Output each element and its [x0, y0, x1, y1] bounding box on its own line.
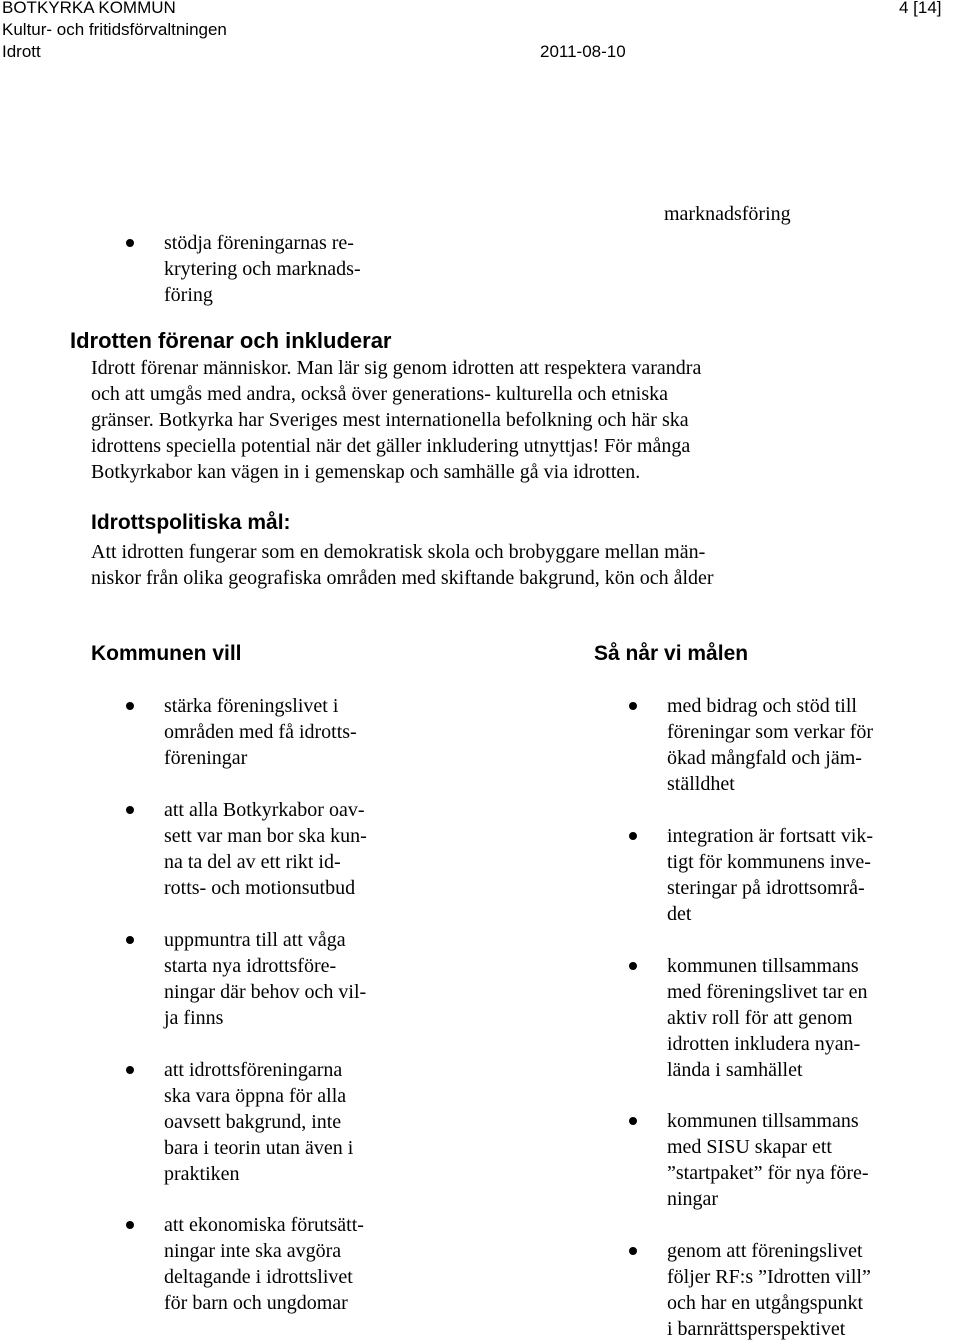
list-item-text: uppmuntra till att våga starta nya idrottsföre- ningar där behov och vil- ja finns — [164, 929, 367, 1029]
list-item-text: med bidrag och stöd till föreningar som verkar för ökad mångfald och jäm- ställdhet — [667, 695, 874, 795]
bullet-icon — [629, 1247, 637, 1255]
list-item — [126, 230, 486, 310]
bullet-icon — [126, 806, 134, 814]
bullet-icon — [126, 936, 134, 944]
goals-paragraph: Att idrotten fungerar som en demokratisk skola och brobyggare mellan män- niskor från olika geografiska områden med skiftande bakgrund, kön och ålder — [91, 541, 714, 589]
header-department: Kultur- och fritidsförvaltningen — [2, 20, 227, 39]
right-column-title: Så når vi målen — [594, 642, 749, 665]
list-item-text: integration är fortsatt vik- tigt för kommunens inve- steringar på idrottsområ- det — [667, 825, 874, 925]
list-item — [126, 1212, 466, 1318]
list-item — [126, 1057, 466, 1189]
list-item-text: att idrottsföreningarna ska vara öppna för alla oavsett bakgrund, inte bara i teorin utan även i praktiken — [164, 1059, 354, 1185]
bullet-icon — [629, 702, 637, 710]
left-column-title: Kommunen vill — [91, 642, 242, 665]
list-item-text: att ekonomiska förutsätt- ningar inte ska avgöra deltagande i idrottslivet för barn och ungdomar — [164, 1214, 364, 1314]
bullet-icon — [629, 832, 637, 840]
list-item-text: genom att föreningslivet följer RF:s ”Idrotten vill” och har en utgångspunkt i barnrättsperspektivet — [667, 1240, 871, 1340]
list-item — [126, 797, 466, 903]
top-right-fragment: marknadsföring — [664, 203, 791, 225]
bullet-icon — [629, 962, 637, 970]
list-item — [629, 693, 949, 799]
page-number: 4 [14] — [899, 0, 942, 17]
list-item — [126, 693, 466, 773]
section-paragraph: Idrott förenar människor. Man lär sig genom idrotten att respektera varandra och att umgås med andra, också över generations- kulturella och etniska gränser. Botkyrka har Sveriges mest internationella befolkning och här ska idrottens speciella potential när det gäller inkludering utnyttjas! För många Botkyrkabor kan vägen in i gemenskap och samhälle gå via idrotten. — [91, 357, 702, 483]
list-item — [629, 953, 949, 1085]
list-item-text: stödja föreningarnas re- krytering och marknads- föring — [164, 232, 361, 306]
list-item-text: stärka föreningslivet i områden med få idrotts- föreningar — [164, 695, 357, 769]
bullet-icon — [126, 702, 134, 710]
header-date: 2011-08-10 — [540, 42, 626, 61]
list-item — [126, 927, 466, 1033]
bullet-icon — [126, 239, 134, 247]
list-item — [629, 1108, 949, 1214]
header-org: BOTKYRKA KOMMUN — [2, 0, 176, 17]
header-area: Idrott — [2, 42, 41, 61]
list-item — [629, 1238, 949, 1342]
list-item-text: kommunen tillsammans med SISU skapar ett ”startpaket” för nya före- ningar — [667, 1110, 869, 1210]
list-item-text: att alla Botkyrkabor oav- sett var man bor ska kun- na ta del av ett rikt id- rotts- och motionsutbud — [164, 799, 367, 899]
list-item-text: kommunen tillsammans med föreningslivet tar en aktiv roll för att genom idrotten inkludera nyan- lända i samhället — [667, 955, 868, 1081]
bullet-icon — [126, 1066, 134, 1074]
goals-heading: Idrottspolitiska mål: — [91, 511, 291, 534]
bullet-icon — [126, 1221, 134, 1229]
section-heading: Idrotten förenar och inkluderar — [70, 328, 392, 353]
list-item — [629, 823, 949, 929]
bullet-icon — [629, 1117, 637, 1125]
